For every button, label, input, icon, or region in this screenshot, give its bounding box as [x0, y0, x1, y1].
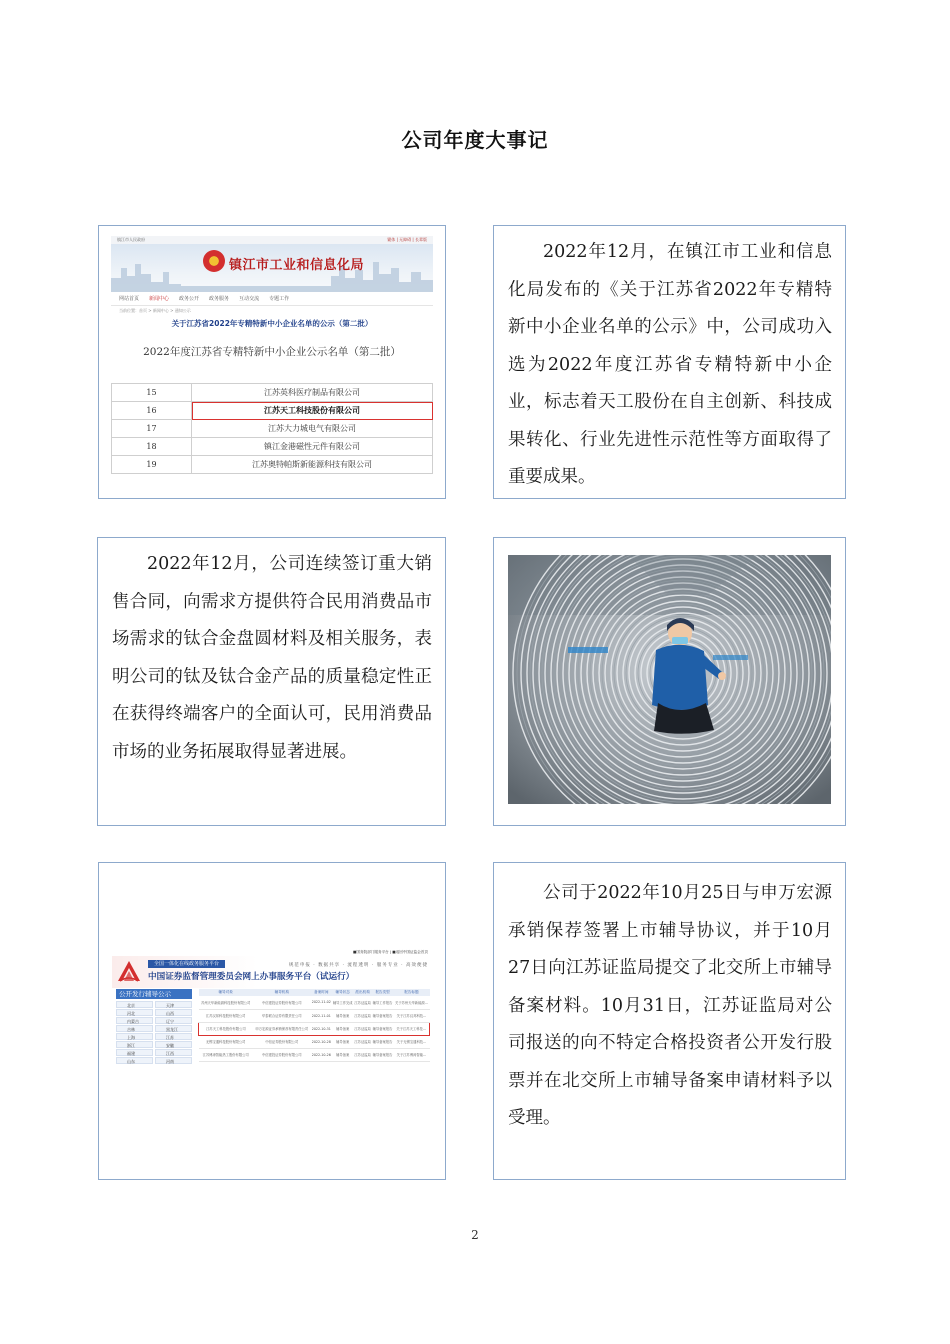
nav-gov-open[interactable]: 政务公开 [179, 296, 200, 302]
table-row [112, 384, 433, 402]
company-name-highlighted: 江苏天工科技股份有限公司 [192, 402, 433, 420]
table-cell: 关于无锡宝通科技... [393, 1035, 429, 1048]
table-cell: 辅导备案报告 [372, 1009, 394, 1022]
event-text-box-2 [97, 537, 446, 826]
table-cell: 江苏证监局 [354, 1035, 372, 1048]
sidebar-title: 公开发行辅导公示 [116, 989, 192, 999]
table-cell: 江苏证监局 [354, 1009, 372, 1022]
event-text-3: 公司于2022年10月25日与申万宏源承销保荐签署上市辅导协议，并于10月27日向江苏证监局提交了北交所上市辅导备案材料。10月31日，江苏证监局对公司报送的向不特定合格投资者公开发行股票并在北交所上市辅导备案申请材料予以受理。 [508, 883, 832, 1128]
table-cell: 2022-11-01 [311, 1009, 332, 1022]
zhenjiang-nav [111, 292, 433, 306]
table-cell: 2022-10-31 [311, 1022, 332, 1035]
page-title: 公司年度大事记 [401, 128, 549, 152]
province-item[interactable]: 辽宁 [155, 1017, 192, 1024]
notice-headline[interactable]: 关于江苏省2022年专精特新中小企业名单的公示（第二批） [171, 319, 373, 328]
table-row[interactable] [199, 1048, 430, 1061]
province-item[interactable]: 天津 [155, 1001, 192, 1008]
province-item[interactable]: 河南 [155, 1057, 192, 1064]
table-cell: 关于江苏博涛智能... [393, 1048, 429, 1061]
table-cell: 关于苏州天华新能源... [393, 996, 429, 1009]
event-text-2: 2022年12月，公司连续签订重大销售合同，向需求方提供符合民用消费品市场需求的钛合金盘圆材料及相关服务，表明公司的钛及钛合金产品的质量稳定性正在获得终端客户的全面认可，民用消费品市场的业务拓展取得显著进展。 [112, 554, 432, 762]
table-cell: 辅导备案报告 [372, 1022, 394, 1035]
province-item[interactable]: 江西 [155, 1049, 192, 1056]
table-cell: 中信证券股份有限公司 [253, 1035, 311, 1048]
column-header: 报告标题 [393, 989, 429, 996]
table-cell: 辅导备案 [332, 1035, 354, 1048]
table-cell: 江苏汉邦科技股份有限公司 [199, 1009, 253, 1022]
breadcrumb: 当前位置：首页 > 新闻中心 > 通知公示 [119, 308, 191, 313]
csrc-header [112, 956, 434, 988]
table-cell: 2022-11-02 [311, 996, 332, 1009]
csrc-logo-icon [116, 959, 142, 985]
csrc-sidebar [116, 989, 192, 1064]
event-text-box-1 [493, 225, 846, 499]
column-header: 辅导状态 [332, 989, 354, 996]
row-number: 15 [112, 384, 192, 402]
csrc-topbar[interactable]: ■国务院部门服务平台 | ■返回中国证监会首页 [353, 950, 428, 954]
table-cell: 2022-10-26 [311, 1048, 332, 1061]
table-cell: 辅导备案 [332, 1009, 354, 1022]
event-image-box-1 [98, 225, 446, 499]
table-cell: 江苏证监局 [354, 1022, 372, 1035]
table-row [112, 420, 433, 438]
csrc-platform-screenshot [112, 949, 434, 1095]
table-cell: 辅导工作报告 [372, 996, 394, 1009]
titanium-coil-illustration [508, 555, 831, 804]
province-item[interactable]: 山东 [116, 1057, 153, 1064]
province-item[interactable]: 黑龙江 [155, 1025, 192, 1032]
notice-subtitle: 2022年度江苏省专精特新中小企业公示名单（第二批） [143, 346, 401, 358]
province-item[interactable]: 福建 [116, 1049, 153, 1056]
province-item[interactable]: 安徽 [155, 1041, 192, 1048]
table-header-row [199, 989, 430, 996]
zhenjiang-topbar-left: 镇江市人民政府 [117, 237, 145, 242]
company-list-table [111, 383, 433, 474]
csrc-slogan: 规范申报 · 数据共享 · 流程透明 · 服务专业 · 高效便捷 [288, 963, 428, 968]
event-image-box-3 [98, 862, 446, 1180]
table-cell: 辅导备案 [332, 1048, 354, 1061]
table-cell: 华泰联合证券有限责任公司 [253, 1009, 311, 1022]
table-row-highlighted [112, 402, 433, 420]
province-item[interactable]: 江苏 [155, 1033, 192, 1040]
zhenjiang-banner [111, 244, 433, 292]
event-text-1: 2022年12月，在镇江市工业和信息化局发布的《关于江苏省2022年专精特新中小企业名单的公示》中，公司成功入选为2022年度江苏省专精特新中小企业，标志着天工股份在自主创新、科技成果转化、行业先进性示范性等方面取得了重要成果。 [508, 242, 832, 487]
table-cell: 中信建投证券股份有限公司 [253, 1048, 311, 1061]
table-cell: 江苏证监局 [354, 996, 372, 1009]
table-cell: 江苏博涛智能热工股份有限公司 [199, 1048, 253, 1061]
company-name: 江苏英科医疗制品有限公司 [192, 384, 433, 402]
row-number: 16 [112, 402, 192, 420]
table-cell: 关于江苏汉邦科技... [393, 1009, 429, 1022]
event-text-box-3 [493, 862, 846, 1180]
national-emblem-icon [203, 250, 225, 272]
table-cell: 2022-10-28 [311, 1035, 332, 1048]
table-cell: 江苏天工科技股份有限公司 [199, 1022, 253, 1035]
event-image-box-2 [493, 537, 846, 826]
table-cell: 中信建投证券股份有限公司 [253, 996, 311, 1009]
company-name: 镇江金港磁性元件有限公司 [192, 438, 433, 456]
row-number: 18 [112, 438, 192, 456]
row-number: 17 [112, 420, 192, 438]
table-cell: 辅导备案报告 [372, 1035, 394, 1048]
table-cell: 苏州天华新能源科技股份有限公司 [199, 996, 253, 1009]
table-row [112, 456, 433, 474]
table-cell: 辅导备案 [332, 1022, 354, 1035]
zhenjiang-topbar-right: 繁体 | 无障碍 | 长辈版 [387, 237, 427, 242]
table-cell: 江苏证监局 [354, 1048, 372, 1061]
page-number: 2 [471, 1228, 479, 1242]
column-header: 辅导机构 [253, 989, 311, 996]
zhenjiang-topbar [111, 236, 433, 244]
table-row [112, 438, 433, 456]
table-row-highlighted[interactable] [199, 1022, 430, 1035]
table-cell: 辅导备案报告 [372, 1048, 394, 1061]
province-item[interactable]: 北京 [116, 1001, 153, 1008]
province-item[interactable]: 上海 [116, 1033, 153, 1040]
titanium-coil-photo [508, 555, 831, 804]
table-row[interactable] [199, 996, 430, 1009]
province-list [116, 1001, 192, 1064]
nav-gov-service[interactable]: 政务服务 [209, 296, 230, 302]
column-header: 报告类型 [372, 989, 394, 996]
province-item[interactable]: 山西 [155, 1009, 192, 1016]
nav-special[interactable]: 专题工作 [269, 296, 290, 302]
table-row[interactable] [199, 1009, 430, 1022]
zhenjiang-site-name: 镇江市工业和信息化局 [229, 258, 365, 273]
row-number: 19 [112, 456, 192, 474]
province-item[interactable]: 内蒙古 [116, 1017, 153, 1024]
table-cell: 无锡宝通科技股份有限公司 [199, 1035, 253, 1048]
column-header: 派出机构 [355, 990, 370, 994]
table-cell: 辅导工作完成 [332, 996, 354, 1009]
table-cell: 关于江苏天工科技... [393, 1022, 429, 1035]
province-item[interactable]: 吉林 [116, 1025, 153, 1032]
counseling-filing-table [198, 989, 430, 1062]
column-header: 辅导对象 [199, 989, 253, 996]
province-item[interactable]: 河北 [116, 1009, 153, 1016]
nav-interaction[interactable]: 互动交流 [239, 296, 260, 302]
csrc-platform-title: 中国证券监督管理委员会网上办事服务平台（试运行） [148, 972, 355, 982]
table-row[interactable] [199, 1035, 430, 1048]
csrc-platform-tag: 全国一体化在线政务服务平台 [148, 960, 225, 968]
nav-home[interactable]: 网站首页 [119, 296, 140, 302]
column-header: 备案时间 [311, 989, 332, 996]
company-name: 江苏奥特帕斯新能源科技有限公司 [192, 456, 433, 474]
province-item[interactable]: 浙江 [116, 1041, 153, 1048]
nav-news[interactable]: 新闻中心 [149, 296, 170, 302]
zhenjiang-website-screenshot [111, 236, 433, 488]
company-name: 江苏大力城电气有限公司 [192, 420, 433, 438]
table-cell: 申万宏源证券承销保荐有限责任公司 [253, 1022, 311, 1035]
